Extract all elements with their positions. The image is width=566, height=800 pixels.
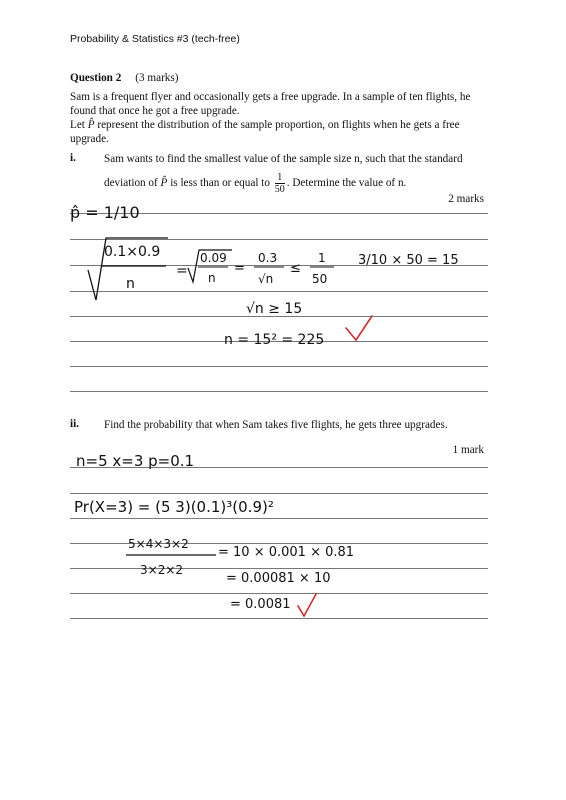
svg-text:≤: ≤ bbox=[290, 261, 301, 276]
hw-eq3-den: √n bbox=[258, 272, 274, 286]
hw-n-result: n = 15² = 225 bbox=[224, 332, 325, 348]
question-label: Question 2 bbox=[70, 72, 122, 84]
hw-binomial: Pr(X=3) = (5 3)(0.1)³(0.9)² bbox=[74, 498, 274, 516]
answer-line bbox=[70, 213, 488, 214]
part-ii-label: ii. bbox=[70, 418, 80, 430]
hw-eq2-den: n bbox=[208, 271, 216, 285]
hw-root-n: √n ≥ 15 bbox=[246, 301, 303, 317]
answer-line bbox=[70, 467, 488, 468]
answer-line bbox=[70, 366, 488, 367]
svg-text:=: = bbox=[234, 261, 245, 276]
hw-l5: = 0.0081 bbox=[230, 597, 291, 612]
hw-l3-rhs: = 10 × 0.001 × 0.81 bbox=[218, 545, 355, 560]
answer-line bbox=[70, 239, 488, 240]
hw-eq2-num: 0.09 bbox=[200, 251, 227, 265]
answer-line bbox=[70, 543, 488, 544]
tick-icon bbox=[298, 594, 316, 616]
answer-line bbox=[70, 618, 488, 619]
part-ii-marks: 1 mark bbox=[452, 444, 484, 456]
answer-line bbox=[70, 316, 488, 317]
answer-line bbox=[70, 493, 488, 494]
hw-p-hat: p̂ = 1/10 bbox=[70, 203, 140, 222]
question-intro-2: Let P̂ represent the distribution of the sample proportion, on flights when he gets a free upgrade. bbox=[70, 119, 460, 145]
hw-l3-num: 5×4×3×2 bbox=[128, 537, 189, 551]
svg-text:=: = bbox=[176, 263, 188, 279]
hw-eq4-den: 50 bbox=[312, 272, 328, 286]
part-i-marks: 2 marks bbox=[448, 193, 484, 205]
hw-eq4-num: 1 bbox=[318, 251, 326, 265]
answer-line bbox=[70, 391, 488, 392]
part-i-text: Sam wants to find the smallest value of the sample size n, such that the standard bbox=[104, 153, 463, 165]
question-heading bbox=[70, 71, 490, 85]
part-i-label: i. bbox=[70, 152, 76, 164]
hw-eq5: 3/10 × 50 = 15 bbox=[358, 253, 459, 268]
hw-params: n=5 x=3 p=0.1 bbox=[76, 452, 195, 470]
p-hat-symbol: P̂ bbox=[87, 119, 95, 131]
answer-line bbox=[70, 291, 488, 292]
answer-line bbox=[70, 265, 488, 266]
question-marks: (3 marks) bbox=[135, 72, 179, 84]
page-header: Probability & Statistics #3 (tech-free) bbox=[70, 33, 240, 45]
hw-eq3-num: 0.3 bbox=[258, 251, 278, 265]
part-ii-text: Find the probability that when Sam takes five flights, he gets three upgrades. bbox=[104, 419, 448, 431]
fraction-one-fiftieth: $\frac{1}{50}$ bbox=[274, 172, 285, 195]
answer-line bbox=[70, 518, 488, 519]
answer-line bbox=[70, 568, 488, 569]
hw-l3-den: 3×2×2 bbox=[140, 563, 184, 577]
part-i-text-2: deviation of P̂ is less than or equal to $\frac{1}{50}$ . Determine the value of n. bbox=[104, 172, 407, 195]
answer-line bbox=[70, 593, 488, 594]
hw-sqrt-denominator: n bbox=[126, 276, 135, 292]
tick-icon bbox=[346, 316, 372, 340]
answer-line bbox=[70, 341, 488, 342]
hw-l4: = 0.00081 × 10 bbox=[226, 571, 331, 586]
question-intro: Sam is a frequent flyer and occasionally gets a free upgrade. In a sample of ten flights, he found that once he got a free upgrade. bbox=[70, 91, 471, 117]
hw-sqrt-numerator: 0.1×0.9 bbox=[104, 244, 161, 260]
